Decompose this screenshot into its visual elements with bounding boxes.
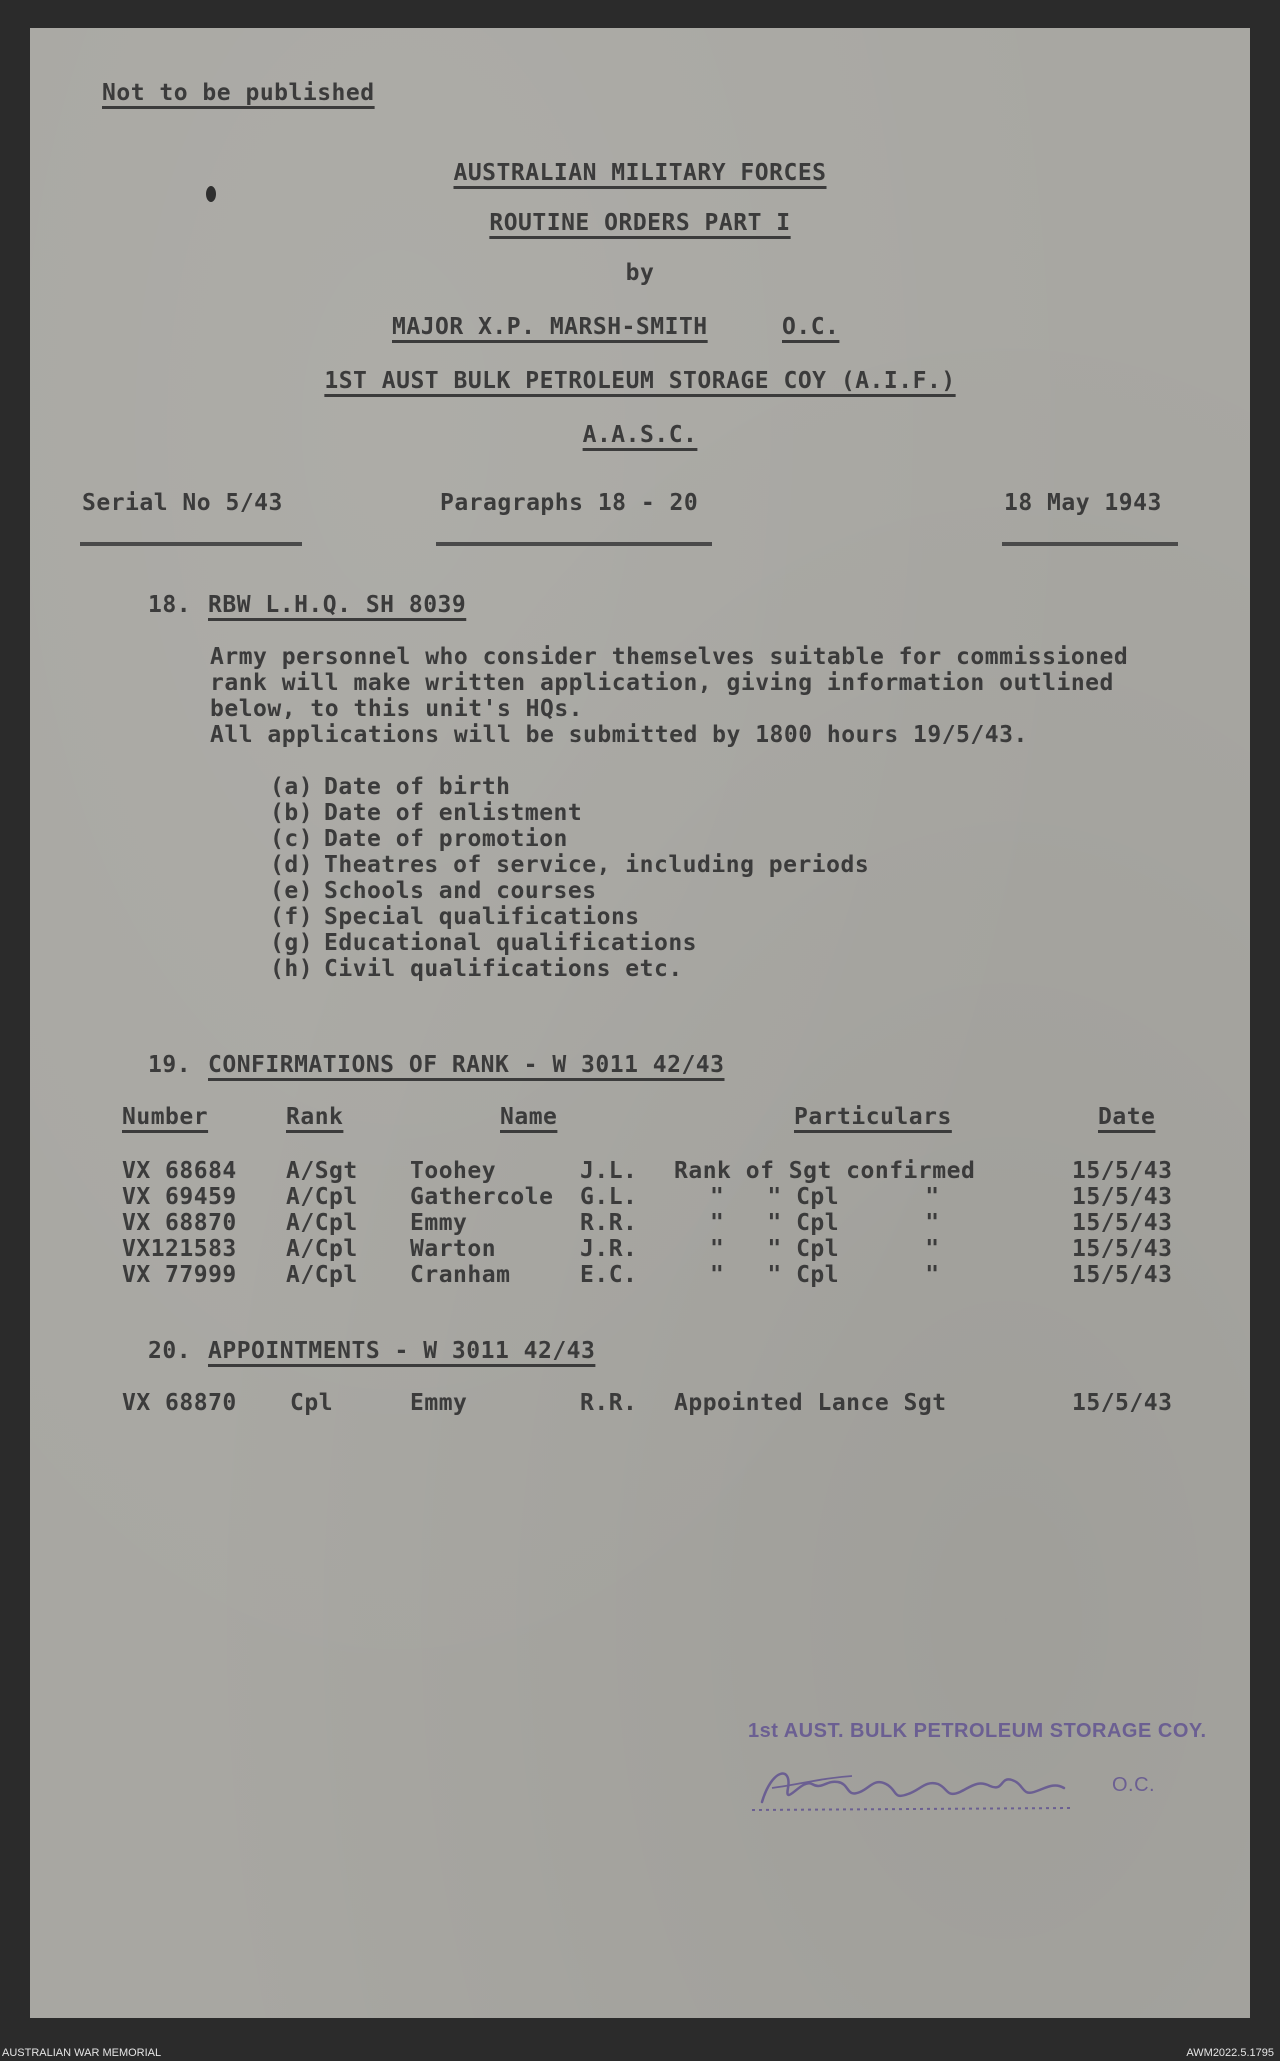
cell-initials: J.R. bbox=[580, 1236, 638, 1262]
cell-date: 15/5/43 bbox=[1072, 1158, 1173, 1184]
cell-rank: A/Sgt bbox=[286, 1158, 358, 1184]
cell-surname: Toohey bbox=[410, 1158, 497, 1184]
para19-number: 19. bbox=[148, 1052, 192, 1078]
cell-number: VX 68870 bbox=[122, 1210, 237, 1236]
list-item bbox=[270, 930, 697, 956]
cell-date: 15/5/43 bbox=[1072, 1184, 1173, 1210]
list-item-key: (c) bbox=[270, 826, 314, 852]
stamp-role: O.C. bbox=[1112, 1774, 1156, 1796]
cell-particulars: Rank of Sgt confirmed bbox=[674, 1158, 976, 1184]
list-item bbox=[270, 800, 582, 826]
list-item-key: (h) bbox=[270, 956, 314, 982]
cell-number: VX121583 bbox=[122, 1236, 237, 1262]
heading-unit: 1ST AUST BULK PETROLEUM STORAGE COY (A.I.F.) bbox=[324, 368, 956, 394]
cell-rank: A/Cpl bbox=[286, 1184, 358, 1210]
cell-surname: Emmy bbox=[410, 1210, 468, 1236]
cell-particulars: Appointed Lance Sgt bbox=[674, 1390, 947, 1416]
cell-surname: Warton bbox=[410, 1236, 497, 1262]
cell-number: VX 68684 bbox=[122, 1158, 237, 1184]
para18-line-2: rank will make written application, giving information outlined bbox=[210, 670, 1114, 696]
cell-surname: Gathercole bbox=[410, 1184, 554, 1210]
heading-forces: AUSTRALIAN MILITARY FORCES bbox=[453, 160, 827, 186]
list-item-key: (d) bbox=[270, 852, 314, 878]
cell-rank: Cpl bbox=[290, 1390, 334, 1416]
para18-line-1: Army personnel who consider themselves suitable for commissioned bbox=[210, 644, 1129, 670]
unit-stamp: 1st AUST. BULK PETROLEUM STORAGE COY. bbox=[748, 1720, 1207, 1742]
list-item-text: Educational qualifications bbox=[324, 930, 698, 956]
list-item bbox=[270, 852, 869, 878]
list-item bbox=[270, 904, 640, 930]
cell-particulars: " " Cpl " bbox=[710, 1262, 940, 1288]
list-item-text: Date of promotion bbox=[324, 826, 568, 852]
cell-initials: E.C. bbox=[580, 1262, 638, 1288]
col-header-name: Name bbox=[500, 1104, 558, 1130]
serial-rule bbox=[80, 542, 302, 546]
heading-officer-name: MAJOR X.P. MARSH-SMITH bbox=[392, 314, 708, 340]
heading-orders: ROUTINE ORDERS PART I bbox=[489, 210, 791, 236]
list-item-key: (g) bbox=[270, 930, 314, 956]
para19-title: CONFIRMATIONS OF RANK - W 3011 42/43 bbox=[208, 1052, 725, 1078]
serial-number: Serial No 5/43 bbox=[82, 490, 283, 516]
cell-surname: Emmy bbox=[410, 1390, 468, 1416]
col-header-date: Date bbox=[1098, 1104, 1156, 1130]
cell-number: VX 68870 bbox=[122, 1390, 237, 1416]
cell-date: 15/5/43 bbox=[1072, 1390, 1173, 1416]
col-header-particulars: Particulars bbox=[794, 1104, 952, 1130]
cell-date: 15/5/43 bbox=[1072, 1210, 1173, 1236]
order-date: 18 May 1943 bbox=[1004, 490, 1162, 516]
paragraph-rule bbox=[436, 542, 712, 546]
heading-corps: A.A.S.C. bbox=[582, 422, 698, 448]
cell-rank: A/Cpl bbox=[286, 1236, 358, 1262]
cell-initials: G.L. bbox=[580, 1184, 638, 1210]
cell-date: 15/5/43 bbox=[1072, 1236, 1173, 1262]
list-item bbox=[270, 878, 597, 904]
restriction-notice: Not to be published bbox=[102, 80, 375, 106]
cell-initials: J.L. bbox=[580, 1158, 638, 1184]
list-item-key: (f) bbox=[270, 904, 314, 930]
list-item-text: Schools and courses bbox=[324, 878, 597, 904]
list-item-key: (b) bbox=[270, 800, 314, 826]
para18-line-3: below, to this unit's HQs. bbox=[210, 696, 584, 722]
signature bbox=[742, 1758, 1162, 1822]
list-item-text: Theatres of service, including periods bbox=[324, 852, 870, 878]
cell-rank: A/Cpl bbox=[286, 1262, 358, 1288]
ink-mark bbox=[206, 186, 216, 202]
archive-credit: AUSTRALIAN WAR MEMORIAL bbox=[2, 2047, 162, 2059]
para18-title: RBW L.H.Q. SH 8039 bbox=[208, 592, 467, 618]
date-rule bbox=[1002, 542, 1178, 546]
para18-line-4: All applications will be submitted by 1800 hours 19/5/43. bbox=[210, 722, 1028, 748]
cell-number: VX 77999 bbox=[122, 1262, 237, 1288]
list-item-text: Special qualifications bbox=[324, 904, 640, 930]
cell-surname: Cranham bbox=[410, 1262, 511, 1288]
archive-reference: AWM2022.5.1795 bbox=[1186, 2047, 1274, 2059]
paragraph-range: Paragraphs 18 - 20 bbox=[440, 490, 699, 516]
list-item bbox=[270, 774, 511, 800]
list-item-key: (a) bbox=[270, 774, 314, 800]
heading-by: by bbox=[625, 260, 655, 286]
document-page bbox=[30, 28, 1250, 2018]
cell-initials: R.R. bbox=[580, 1390, 638, 1416]
para18-number: 18. bbox=[148, 592, 192, 618]
cell-particulars: " " Cpl " bbox=[710, 1210, 940, 1236]
list-item-text: Date of enlistment bbox=[324, 800, 583, 826]
heading-officer-role: O.C. bbox=[782, 314, 840, 340]
para20-title: APPOINTMENTS - W 3011 42/43 bbox=[208, 1338, 596, 1364]
col-header-rank: Rank bbox=[286, 1104, 344, 1130]
para20-number: 20. bbox=[148, 1338, 192, 1364]
cell-rank: A/Cpl bbox=[286, 1210, 358, 1236]
list-item bbox=[270, 826, 568, 852]
cell-particulars: " " Cpl " bbox=[710, 1236, 940, 1262]
col-header-number: Number bbox=[122, 1104, 209, 1130]
list-item-key: (e) bbox=[270, 878, 314, 904]
cell-number: VX 69459 bbox=[122, 1184, 237, 1210]
cell-date: 15/5/43 bbox=[1072, 1262, 1173, 1288]
list-item bbox=[270, 956, 683, 982]
cell-initials: R.R. bbox=[580, 1210, 638, 1236]
cell-particulars: " " Cpl " bbox=[710, 1184, 940, 1210]
list-item-text: Civil qualifications etc. bbox=[324, 956, 683, 982]
list-item-text: Date of birth bbox=[324, 774, 511, 800]
